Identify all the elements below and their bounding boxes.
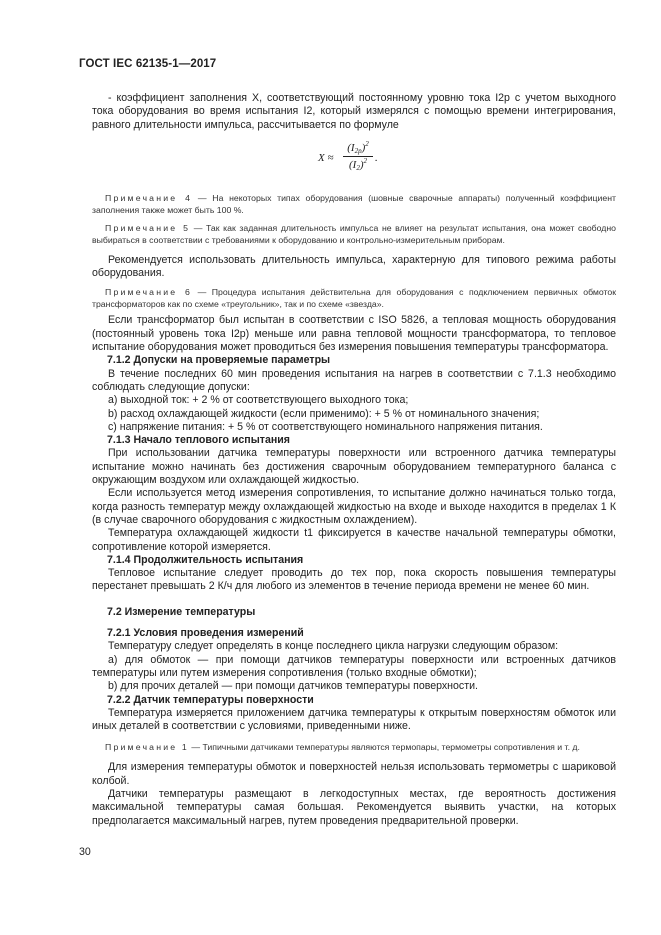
note-1 (92, 741, 616, 753)
paragraph-7-2-1: Температуру следует определять в конце последнего цикла нагрузки следующим образом: (108, 640, 559, 653)
paragraph-7-1-3-c: Температура охлаждающей жидкости t1 фиксируется в качестве начальной температуры обмотки, сопротивление которой измеряется. (92, 527, 616, 553)
formula-numerator: $(I_{2p})^2$ (343, 140, 373, 157)
paragraph-7-1-3-a: При использовании датчика температуры поверхности или встроенного датчика температуры испытание можно начинать без достижения сварочным оборудованием температурного баланса с окружающим воздухом или охлаждающей жидкостью. (92, 447, 616, 487)
note-4 (92, 192, 616, 216)
formula-fraction (343, 140, 373, 172)
note-5-label: Примечание 5 (105, 222, 191, 233)
list-item: а) для обмоток — при помощи датчиков температуры поверхности или встроенных датчиков температуры или путем измерения сопротивления (только входные обмотки); (92, 653, 616, 679)
formula-period: . (375, 151, 378, 164)
formula-denominator: $(I_2)^2$ (349, 156, 367, 172)
paragraph-sensors: Датчики температуры размещают в легкодоступных местах, где вероятность достижения максимальной температуры самая большая. Рекомендуется выявить участки, на которых предполагается максимальный нагрев, путем проведения предварительной проверки. (92, 787, 616, 827)
note-1-text: — Типичными датчиками температуры являются термопары, термометры сопротивления и т. д. (191, 742, 580, 753)
heading-7-2-1: 7.2.1 Условия проведения измерений (107, 627, 304, 640)
paragraph-7-2-2: Температура измеряется приложением датчика температуры к открытым поверхностям обмоток или иных деталей в соответствии с условиями, приведенными ниже. (92, 706, 616, 733)
heading-7-2-2: 7.2.2 Датчик температуры поверхности (107, 693, 314, 706)
note-6-text: — Процедура испытания действительна для оборудования с подключением первичных обмоток трансформаторов как по схеме «треугольник», так и по схеме «звезда». (92, 287, 616, 310)
note-4-label: Примечание 4 (105, 192, 193, 203)
page-number: 30 (79, 846, 91, 858)
paragraph-duty-factor-definition: - коэффициент заполнения X, соответствующий постоянному уровню тока I2p с учетом выходного тока оборудования во время испытания I2, который измерялся с помощью времени интегрирования, равного длительности импульса, рассчитывается по формуле (92, 92, 616, 131)
heading-7-2: 7.2 Измерение температуры (107, 605, 256, 618)
page-header: ГОСТ IEC 62135-1—2017 (79, 58, 217, 70)
note-6-label: Примечание 6 (105, 287, 193, 298)
heading-7-1-2: 7.1.2 Допуски на проверяемые параметры (107, 354, 331, 367)
paragraph-7-1-4: Тепловое испытание следует проводить до тех пор, пока скорость повышения температуры перестанет превышать 2 К/ч для любого из элементов в течение периода времени не менее 60 мин. (92, 567, 616, 593)
paragraph-recommend: Рекомендуется использовать длительность импульса, характерную для типового режима работы оборудования. (92, 253, 616, 280)
paragraph-7-1-3-b: Если используется метод измерения сопротивления, то испытание должно начинаться только тогда, когда разность температур между охлаждающей жидкостью на входе и выходе находится в пределах 1 К (в случае сварочного оборудования с жидкостным охлаждением). (92, 487, 616, 526)
paragraph-iso: Если трансформатор был испытан в соответствии с ISO 5826, а тепловая мощность оборудования (постоянный уровень тока I2p) меньше или равна тепловой мощности трансформатора, то тепловое испытание оборудования может проводиться без измерения повышения температуры трансформатора. (92, 314, 616, 354)
note-1-label: Примечание 1 (105, 742, 189, 753)
list-item: b) расход охлаждающей жидкости (если применимо): + 5 % от номинального значения; (108, 407, 540, 420)
list-item: c) напряжение питания: + 5 % от соответствующего номинального напряжения питания. (108, 420, 543, 433)
note-5-text: — Так как заданная длительность импульса не влияет на результат испытания, она может свободно выбираться в соответствии с требованиями к оборудованию и контрольно-измерительным приборам. (92, 222, 616, 245)
list-item: b) для прочих деталей — при помощи датчиков температуры поверхности. (108, 680, 478, 693)
duty-factor-formula (92, 140, 616, 182)
list-item: а) выходной ток: + 2 % от соответствующего выходного тока; (108, 394, 409, 407)
note-5 (92, 222, 616, 246)
paragraph-thermometers: Для измерения температуры обмоток и поверхностей нельзя использовать термометры с шариковой колбой. (92, 761, 616, 787)
heading-7-1-3: 7.1.3 Начало теплового испытания (107, 434, 290, 447)
note-4-text: — На некоторых типах оборудования (шовные сварочные аппараты) полученный коэффициент заполнения также может быть 100 %. (92, 192, 616, 215)
paragraph-7-1-2: В течение последних 60 мин проведения испытания на нагрев в соответствии с 7.1.3 необходимо соблюдать следующие допуски: (92, 367, 616, 393)
heading-7-1-4: 7.1.4 Продолжительность испытания (107, 553, 304, 566)
note-6 (92, 286, 616, 310)
page-content (92, 92, 616, 828)
formula-lhs: X ≈ (318, 151, 334, 164)
